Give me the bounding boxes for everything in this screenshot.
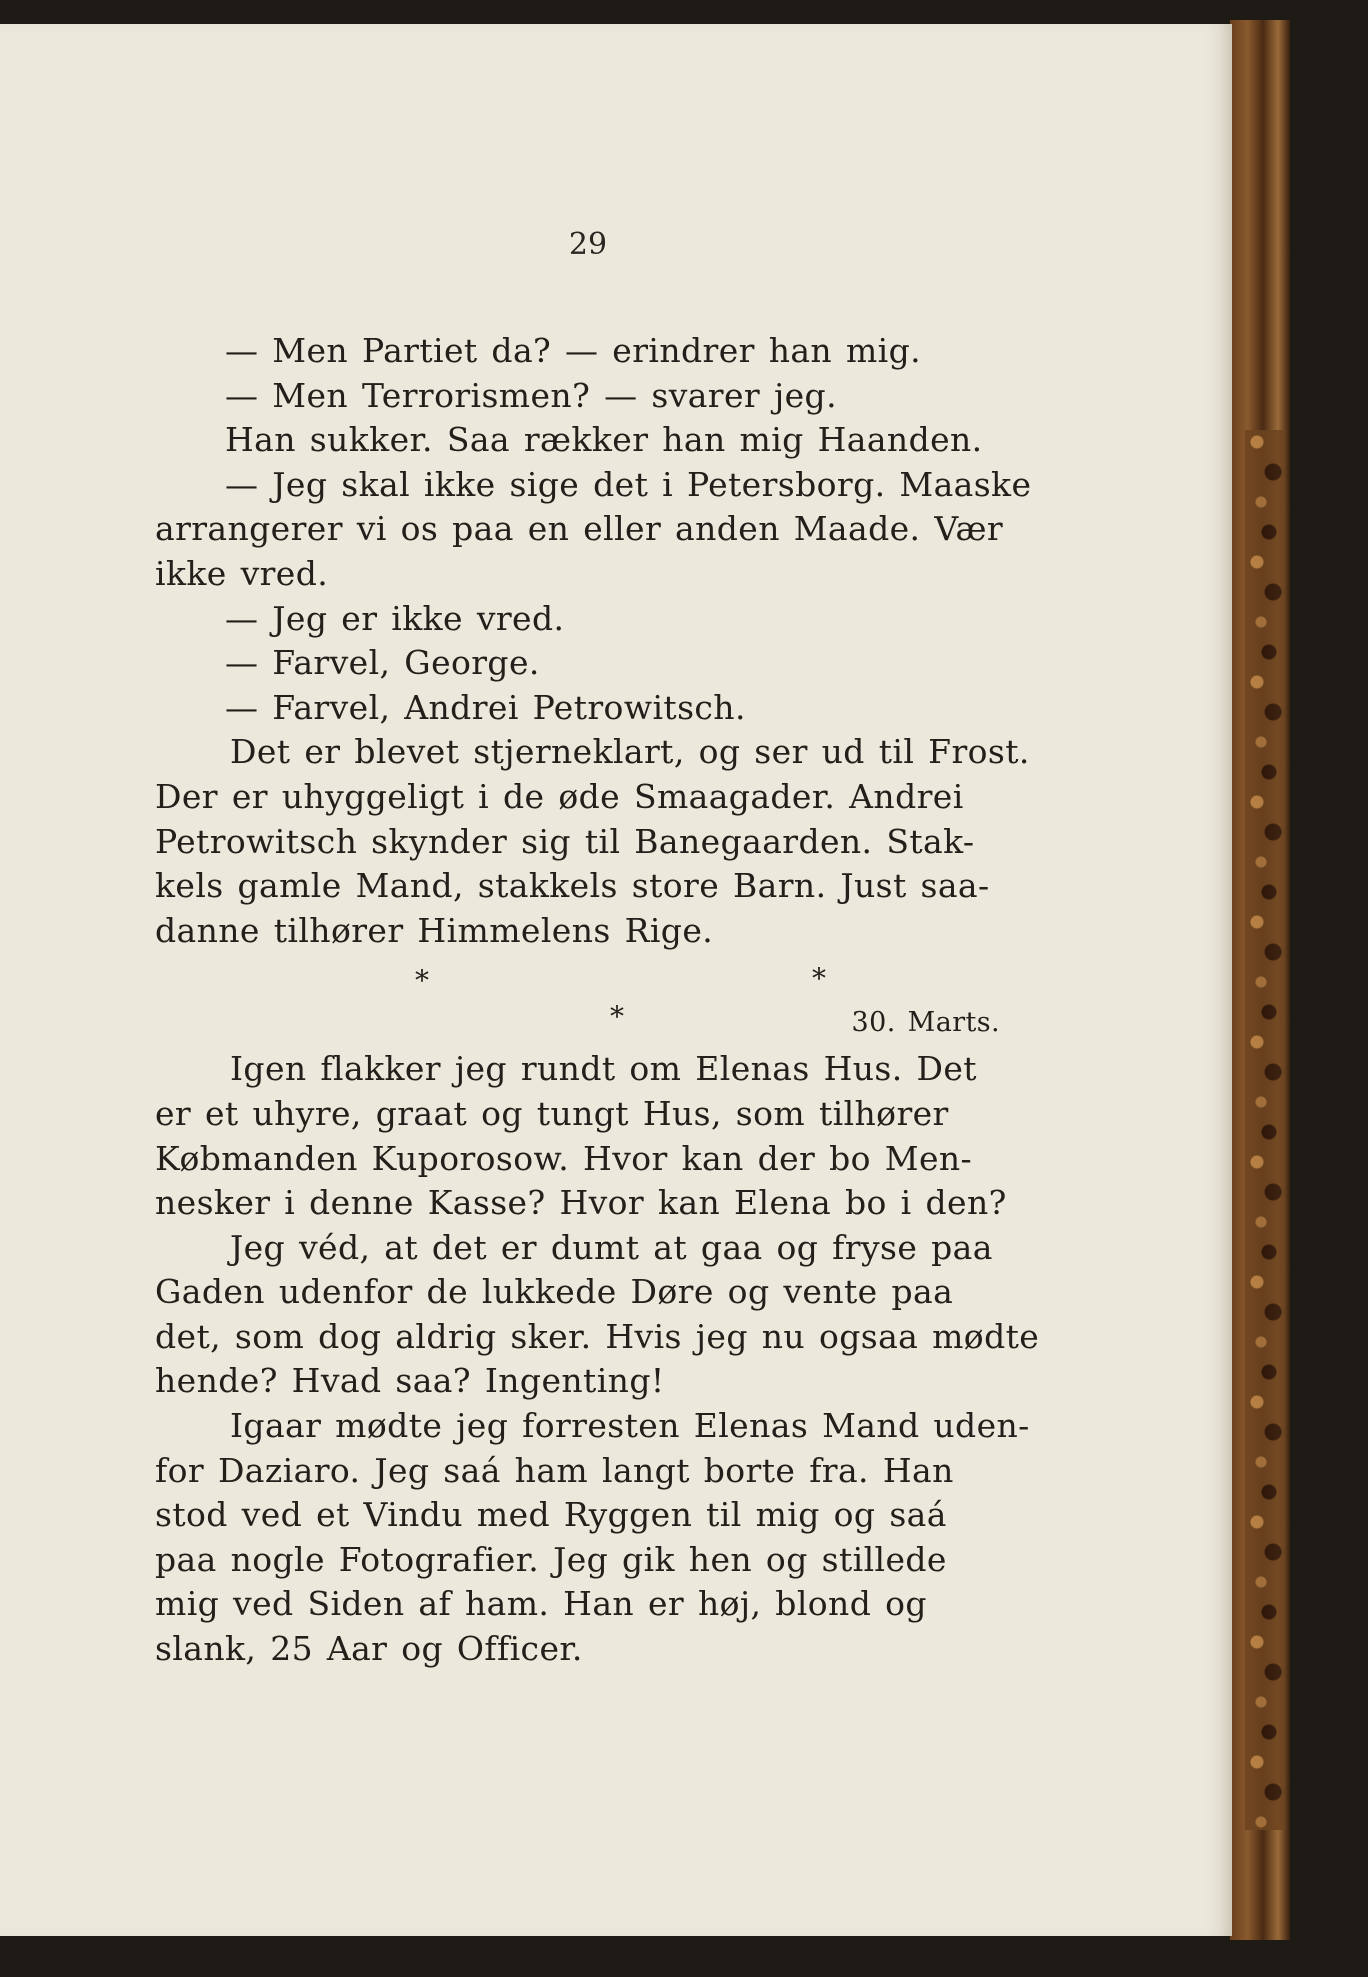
text-line: Igen flakker jeg rundt om Elenas Hus. Det bbox=[230, 1049, 977, 1089]
text-line: — Men Partiet da? — erindrer han mig. bbox=[225, 331, 922, 370]
text-line: slank, 25 Aar og Officer. bbox=[155, 1629, 583, 1669]
marbled-edge bbox=[1245, 430, 1285, 1830]
text-line: Det er blevet stjerneklart, og ser ud til Frost. bbox=[230, 732, 1030, 772]
text-line: kels gamle Mand, stakkels store Barn. Just saa- bbox=[155, 866, 990, 906]
text-line: Igaar mødte jeg forresten Elenas Mand uden- bbox=[230, 1406, 1030, 1446]
page-text bbox=[155, 329, 1040, 1672]
section-separator bbox=[155, 953, 1035, 1043]
text-line: Gaden udenfor de lukkede Døre og vente paa bbox=[155, 1272, 954, 1312]
asterisk: * bbox=[415, 964, 430, 998]
text-line: Petrowitsch skynder sig til Banegaarden. Stak- bbox=[155, 821, 975, 861]
text-line: — Farvel, George. bbox=[225, 643, 540, 683]
text-line: paa nogle Fotografier. Jeg gik hen og stillede bbox=[155, 1539, 947, 1579]
text-line: Jeg véd, at det er dumt at gaa og fryse paa bbox=[230, 1227, 993, 1267]
text-line: Han sukker. Saa rækker han mig Haanden. bbox=[225, 420, 983, 460]
text-line: ikke vred. bbox=[155, 553, 329, 593]
text-line: Købmanden Kuporosow. Hvor kan der bo Men- bbox=[155, 1138, 973, 1178]
asterisk: * bbox=[610, 1000, 625, 1034]
diary-entry bbox=[155, 1047, 1040, 1671]
text-line: nesker i denne Kasse? Hvor kan Elena bo i den? bbox=[155, 1183, 1007, 1223]
text-line: stod ved et Vindu med Ryggen til mig og saá bbox=[155, 1495, 947, 1535]
text-line: — Farvel, Andrei Petrowitsch. bbox=[225, 687, 746, 727]
text-line: det, som dog aldrig sker. Hvis jeg nu ogsaa mødte bbox=[155, 1316, 1040, 1356]
text-line: danne tilhører Himmelens Rige. bbox=[155, 910, 714, 950]
book-page bbox=[0, 24, 1232, 1936]
text-line: hende? Hvad saa? Ingenting! bbox=[155, 1361, 665, 1401]
text-line: — Men Terrorismen? — svarer jeg. bbox=[225, 375, 837, 415]
page-number: 29 bbox=[568, 227, 608, 262]
text-line: arrangerer vi os paa en eller anden Maade. Vær bbox=[155, 509, 1004, 549]
text-line: mig ved Siden af ham. Han er høj, blond og bbox=[155, 1584, 927, 1624]
text-line: er et uhyre, graat og tungt Hus, som tilhører bbox=[155, 1093, 949, 1133]
text-line: — Jeg er ikke vred. bbox=[225, 598, 565, 638]
entry-date: 30. Marts. bbox=[851, 1007, 1000, 1039]
asterisk: * bbox=[812, 962, 827, 996]
text-line: — Jeg skal ikke sige det i Petersborg. Maaske bbox=[225, 464, 1032, 504]
text-line: for Daziaro. Jeg saá ham langt borte fra. Han bbox=[155, 1450, 954, 1490]
text-line: Der er uhyggeligt i de øde Smaagader. Andrei bbox=[155, 776, 964, 816]
